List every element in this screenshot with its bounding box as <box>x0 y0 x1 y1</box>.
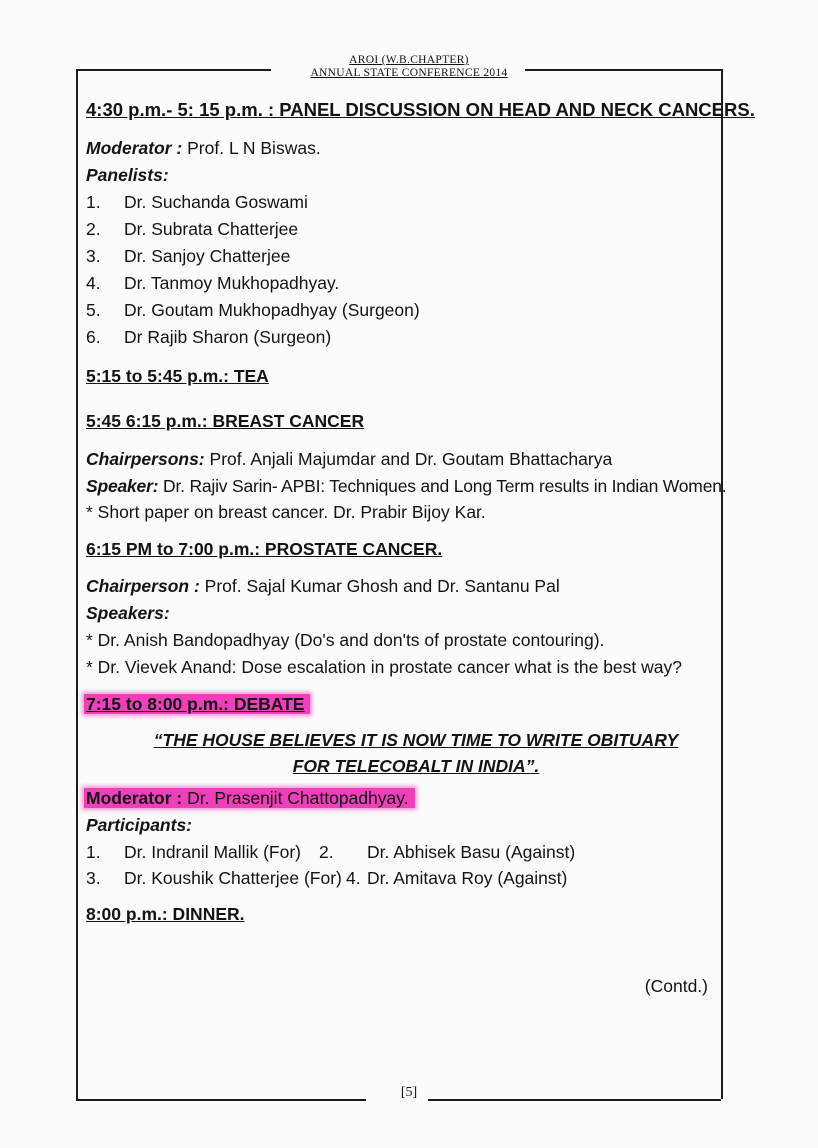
participants-row: 3. Dr. Koushik Chatterjee (For) 4. Dr. Amitava Roy (Against) <box>86 868 568 888</box>
debate-motion-line1: “THE HOUSE BELIEVES IT IS NOW TIME TO WRITE OBITUARY <box>153 730 679 750</box>
tea-heading: 5:15 to 5:45 p.m.: TEA <box>86 366 269 386</box>
panelist-item: 6. Dr Rajib Sharon (Surgeon) <box>86 327 332 347</box>
panelist-item: 3. Dr. Sanjoy Chatterjee <box>86 246 291 266</box>
panelist-item: 2. Dr. Subrata Chatterjee <box>86 219 299 239</box>
debate-moderator <box>86 787 415 809</box>
prostate-speakers-label: Speakers: <box>86 603 170 623</box>
header-org: AROI (W.B.CHAPTER) <box>349 54 469 66</box>
panelist-item: 1. Dr. Suchanda Goswami <box>86 192 308 212</box>
page-number: [5] <box>400 1085 418 1100</box>
participants-row: 1. Dr. Indranil Mallik (For) 2. Dr. Abhisek Basu (Against) <box>86 842 576 862</box>
debate-motion-line2: FOR TELECOBALT IN INDIA”. <box>292 756 540 776</box>
breast-note: * Short paper on breast cancer. Dr. Prabir Bijoy Kar. <box>86 502 486 522</box>
frame-top-left-rule <box>76 69 271 71</box>
prostate-speaker-item: * Dr. Vievek Anand: Dose escalation in prostate cancer what is the best way? <box>86 657 682 677</box>
panelists-label: Panelists: <box>86 165 169 185</box>
panelist-item: 5. Dr. Goutam Mukhopadhyay (Surgeon) <box>86 300 420 320</box>
dinner-heading: 8:00 p.m.: DINNER. <box>86 904 245 924</box>
panel-moderator-name: Prof. L N Biswas. <box>187 138 321 158</box>
participants-label: Participants: <box>86 815 192 835</box>
contd-label: (Contd.) <box>644 976 708 996</box>
panel-moderator <box>86 137 321 159</box>
prostate-speaker-item: * Dr. Anish Bandopadhyay (Do's and don'ts of prostate contouring). <box>86 630 605 650</box>
debate-heading-highlight: 7:15 to 8:00 p.m.: DEBATE <box>84 694 310 714</box>
debate-heading <box>86 693 310 715</box>
panel-moderator-label: Moderator : <box>86 138 183 158</box>
breast-chairpersons: Chairpersons: Prof. Anjali Majumdar and Dr. Goutam Bhattacharya <box>86 449 613 469</box>
panel-heading: 4:30 p.m.- 5: 15 p.m. : PANEL DISCUSSION ON HEAD AND NECK CANCERS. <box>86 99 755 120</box>
prostate-heading: 6:15 PM to 7:00 p.m.: PROSTATE CANCER. <box>86 539 443 559</box>
breast-heading: 5:45 6:15 p.m.: BREAST CANCER <box>86 411 365 431</box>
panelist-item: 4. Dr. Tanmoy Mukhopadhyay. <box>86 273 340 293</box>
header-conference: ANNUAL STATE CONFERENCE 2014 <box>310 67 508 79</box>
breast-speaker: Speaker: Dr. Rajiv Sarin- APBI: Techniques and Long Term results in Indian Women. <box>86 476 727 496</box>
prostate-chairperson: Chairperson : Prof. Sajal Kumar Ghosh and Dr. Santanu Pal <box>86 576 560 596</box>
debate-moderator-highlight: Moderator : Dr. Prasenjit Chattopadhyay. <box>84 788 415 808</box>
frame-top-right-rule <box>525 69 721 71</box>
